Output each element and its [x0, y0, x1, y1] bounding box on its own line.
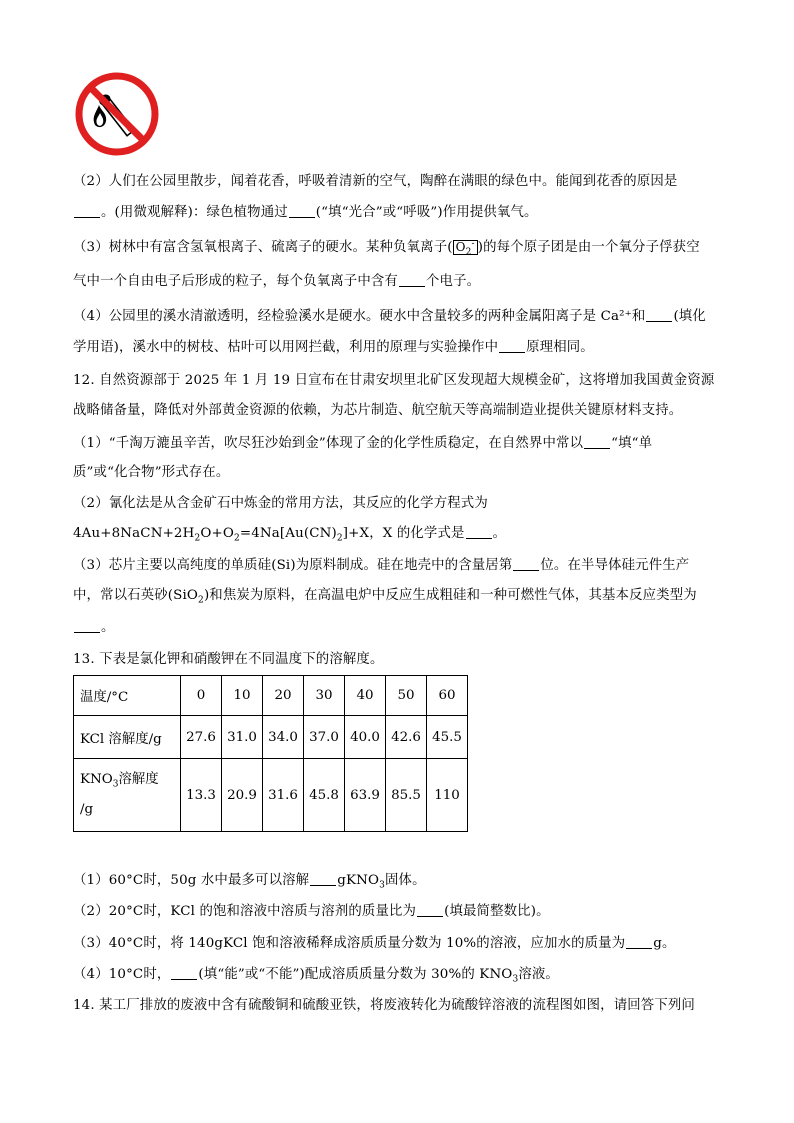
answer-blank[interactable]: [417, 904, 443, 917]
answer-blank[interactable]: [646, 309, 672, 322]
text-line: （2）人们在公园里散步，闻着花香，呼吸着清新的空气，陶醉在满眼的绿色中。能闻到花香的原因是: [73, 174, 678, 189]
text-line: （4）公园里的溪水清澈透明，经检验溪水是硬水。硬水中含量较多的两种金属阳离子是 Ca²⁺和 (填化: [73, 309, 706, 324]
table-cell: 13.3: [181, 759, 222, 832]
answer-blank[interactable]: [289, 205, 315, 218]
text-line: （3）芯片主要以高纯度的单质硅(Si)为原料制成。硅在地壳中的含量居第 位。在半导体硅元件生产: [73, 558, 690, 573]
table-cell: 63.9: [345, 759, 386, 832]
question-14-stem: 14. 某工厂排放的废液中含有硫酸铜和硫酸亚铁，将废液转化为硫酸锌溶液的流程图如图，请回答下列问: [73, 998, 695, 1013]
text-line: （1）“千淘万漉虽辛苦，吹尽狂沙始到金”体现了金的化学性质稳定，在自然界中常以 “填“单: [73, 436, 653, 451]
table-cell: 10: [222, 676, 263, 716]
table-cell: 40: [345, 676, 386, 716]
answer-blank[interactable]: [499, 340, 525, 353]
question-13-stem: 13. 下表是氯化钾和硝酸钾在不同温度下的溶解度。: [73, 652, 384, 667]
answer-blank[interactable]: [399, 274, 425, 287]
answer-blank[interactable]: [310, 873, 336, 886]
table-cell: 温度/°C: [74, 676, 181, 716]
table-cell: $KNO_3$溶解度 /g: [74, 759, 181, 832]
table-cell: KCl 溶解度/g: [74, 716, 181, 759]
table-cell: 45.8: [304, 759, 345, 832]
answer-blank[interactable]: [171, 967, 197, 980]
superoxide-ion-formula: $O_2^-$: [453, 240, 478, 255]
answer-blank[interactable]: [466, 526, 492, 539]
table-cell: 50: [386, 676, 427, 716]
table-row: [74, 716, 468, 759]
text-line: 学用语)，溪水中的树枝、枯叶可以用网拦截，利用的原理与实验操作中 原理相同。: [73, 340, 594, 355]
text-line: （2）20°C时，KCl 的饱和溶液中溶质与溶剂的质量比为 (填最简整数比)。: [73, 904, 550, 919]
text-line: 质”或“化合物”形式存在。: [73, 465, 230, 480]
table-cell: 27.6: [181, 716, 222, 759]
table-cell: 45.5: [427, 716, 468, 759]
table-cell: 60: [427, 676, 468, 716]
text-line: （3）树林中有富含氢氧根离子、硫离子的硬水。某种负氧离子( $O_2^-$ )的每个原子团是由一个氧分子俘获空: [73, 239, 700, 258]
chemical-equation: $4Au+8NaCN+2H_2O+O_2=4Na[Au(CN)_2]+X$，X 的化学式是 。: [73, 526, 507, 544]
question-12-stem: 12. 自然资源部于 2025 年 1 月 19 日宣布在甘肃安坝里北矿区发现超大规模金矿，这将增加我国黄金资源: [73, 373, 715, 388]
solubility-table: [73, 675, 468, 832]
text-line: （4）10°C时， (填“能”或“不能”)配成溶质质量分数为 30%的 $KNO_3$溶液。: [73, 967, 559, 985]
table-cell: 0: [181, 676, 222, 716]
table-cell: 31.0: [222, 716, 263, 759]
table-cell: 85.5: [386, 759, 427, 832]
text-line: 气中一个自由电子后形成的粒子，每个负氧离子中含有 个电子。: [73, 274, 481, 289]
text-line: 。: [73, 620, 115, 636]
table-cell: 20.9: [222, 759, 263, 832]
table-cell: 31.6: [263, 759, 304, 832]
table-cell: 37.0: [304, 716, 345, 759]
table-cell: 30: [304, 676, 345, 716]
text-line: 中，常以石英砂(SiO$_2$)和焦炭为原料，在高温电炉中反应生成粗硅和一种可燃性气体，其基本反应类型为: [73, 588, 697, 606]
table-cell: 34.0: [263, 716, 304, 759]
no-fire-sign-icon: [73, 71, 161, 157]
answer-blank[interactable]: [584, 436, 610, 449]
text-line: （1）60°C时，50g 水中最多可以溶解 gKNO$_3$固体。: [73, 873, 426, 891]
table-cell: 42.6: [386, 716, 427, 759]
answer-blank[interactable]: [74, 620, 100, 633]
table-cell: 20: [263, 676, 304, 716]
table-cell: 40.0: [345, 716, 386, 759]
answer-blank[interactable]: [74, 205, 100, 218]
table-row: [74, 759, 468, 832]
text-line: 。(用微观解释)：绿色植物通过 (“填“光合”或“呼吸”)作用提供氧气。: [73, 205, 538, 221]
table-row: [74, 676, 468, 716]
text-line: （3）40°C时，将 140gKCl 饱和溶液稀释成溶质质量分数为 10%的溶液，应加水的质量为 g。: [73, 936, 676, 951]
answer-blank[interactable]: [626, 936, 652, 949]
text-line: 战略储备量，降低对外部黄金资源的依赖，为芯片制造、航空航天等高端制造业提供关键原材料支持。: [73, 403, 683, 418]
table-cell: 110: [427, 759, 468, 832]
text-line: （2）氰化法是从含金矿石中炼金的常用方法，其反应的化学方程式为: [73, 496, 488, 511]
answer-blank[interactable]: [513, 558, 539, 571]
